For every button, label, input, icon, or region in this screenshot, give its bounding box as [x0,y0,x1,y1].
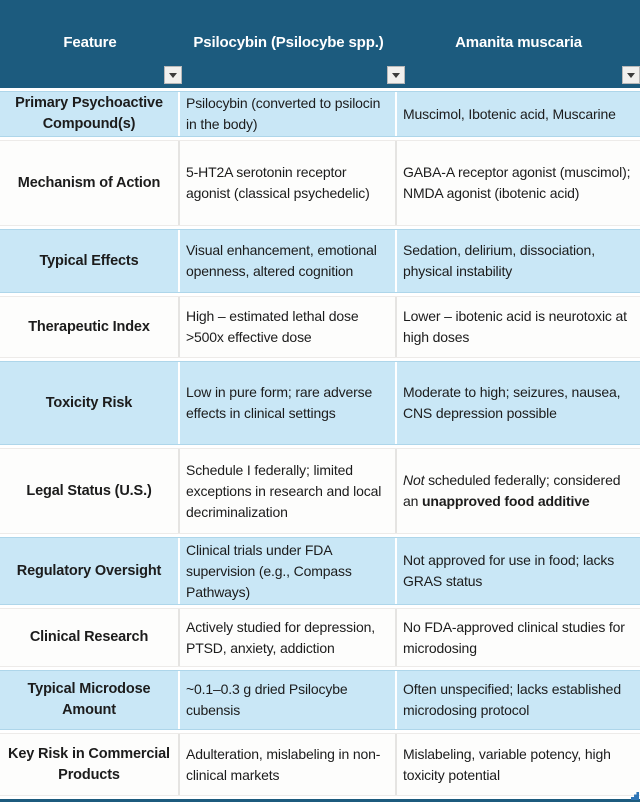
table-row [0,229,640,293]
amanita-cell: Often unspecified; lacks established microdosing protocol [403,681,621,718]
psilocybin-cell: Actively studied for depression, PTSD, anxiety, addiction [180,609,397,666]
table-row [0,361,640,445]
feature-cell: Regulatory Oversight [0,538,180,604]
chevron-down-icon [627,73,635,78]
filter-dropdown-button[interactable] [622,66,640,84]
amanita-cell: No FDA-approved clinical studies for microdosing [403,618,625,656]
column-header-label: Psilocybin (Psilocybe spp.) [193,34,384,51]
feature-cell: Therapeutic Index [0,297,180,357]
psilocybin-cell: High – estimated lethal dose >500x effective dose [180,297,397,357]
amanita-cell: Sedation, delirium, dissociation, physical instability [403,242,595,279]
table-header [0,0,640,88]
column-header-feature [0,0,180,88]
psilocybin-cell: ~0.1–0.3 g dried Psilocybe cubensis [180,671,397,729]
table-row [0,608,640,667]
table-row [0,91,640,137]
amanita-cell: Moderate to high; seizures, nausea, CNS depression possible [403,384,621,421]
italic-text: Not [403,472,425,488]
psilocybin-cell: Visual enhancement, emotional openness, altered cognition [180,230,397,292]
amanita-cell: Not approved for use in food; lacks GRAS status [403,552,615,589]
feature-cell: Typical Microdose Amount [0,671,180,729]
filter-dropdown-button[interactable] [387,66,405,84]
table-row [0,448,640,534]
bold-text: unapproved food additive [422,493,590,509]
feature-cell: Primary Psychoactive Compound(s) [0,92,180,136]
feature-cell: Typical Effects [0,230,180,292]
amanita-cell: Mislabeling, variable potency, high toxicity potential [403,745,611,783]
feature-cell: Mechanism of Action [0,141,180,225]
table-row [0,733,640,796]
amanita-cell: Lower – ibotenic acid is neurotoxic at high doses [403,308,627,345]
table-row [0,537,640,605]
feature-cell: Key Risk in Commercial Products [0,734,180,795]
table-row [0,140,640,226]
chevron-down-icon [169,73,177,78]
column-header-label: Feature [63,34,117,51]
amanita-cell: Muscimol, Ibotenic acid, Muscarine [403,105,616,122]
feature-cell: Toxicity Risk [0,362,180,444]
psilocybin-cell: Psilocybin (converted to psilocin in the body) [180,92,397,136]
column-header-amanita [397,0,640,88]
feature-cell: Clinical Research [0,609,180,666]
table-row [0,670,640,730]
filter-dropdown-button[interactable] [164,66,182,84]
psilocybin-cell: Adulteration, mislabeling in non-clinical markets [180,734,397,795]
psilocybin-cell: Clinical trials under FDA supervision (e.g., Compass Pathways) [180,538,397,604]
psilocybin-cell: Low in pure form; rare adverse effects in clinical settings [180,362,397,444]
column-header-label: Amanita muscaria [455,34,582,51]
feature-cell: Legal Status (U.S.) [0,449,180,533]
column-header-psilocybin [180,0,397,88]
regular-text: scheduled federally; considered an [403,472,621,509]
amanita-cell [397,449,640,533]
amanita-cell: GABA-A receptor agonist (muscimol); NMDA agonist (ibotenic acid) [403,164,631,201]
chevron-down-icon [392,73,400,78]
psilocybin-cell: Schedule I federally; limited exceptions in research and local decriminalization [180,449,397,533]
table-row [0,296,640,358]
psilocybin-cell: 5-HT2A serotonin receptor agonist (classical psychedelic) [180,141,397,225]
